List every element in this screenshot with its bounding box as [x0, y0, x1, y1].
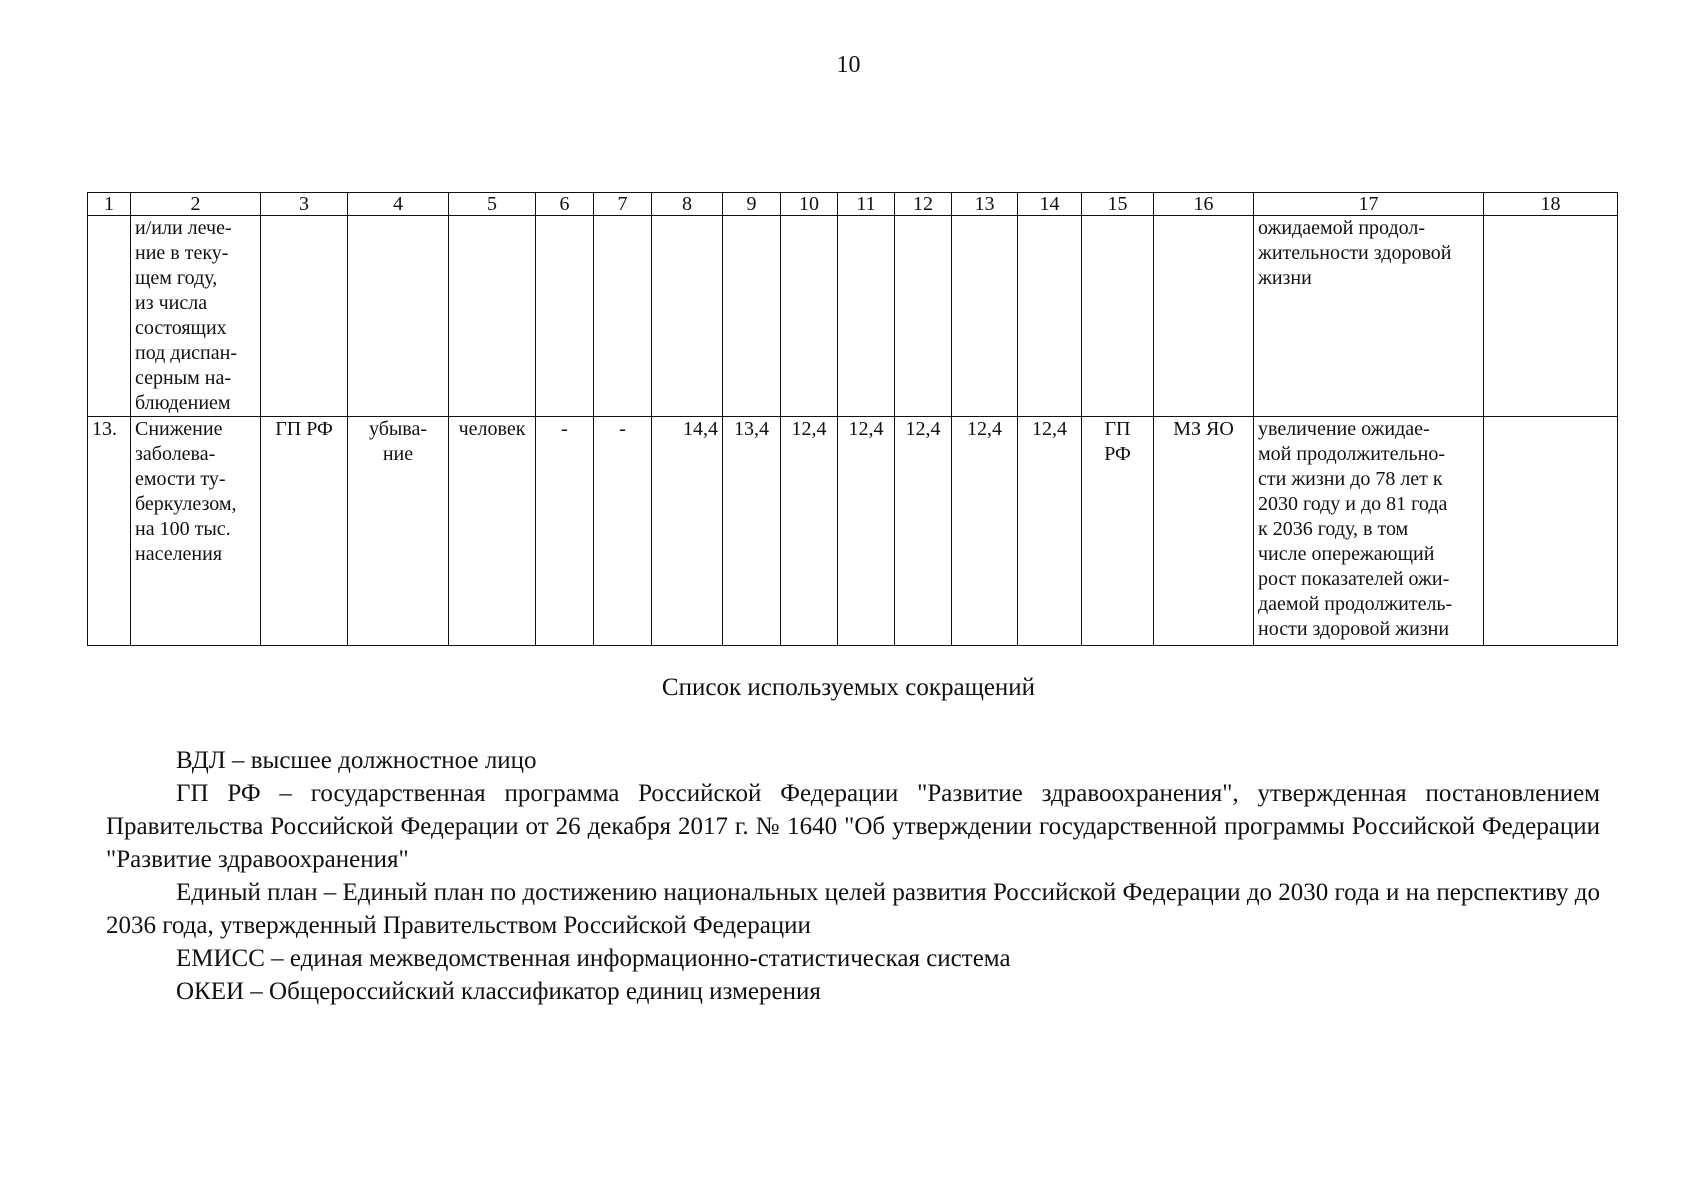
table-cell-value: -: [536, 417, 594, 646]
abbreviation-item: ОКЕИ – Общероссийский классификатор единиц измерения: [176, 978, 821, 1005]
table-cell-value: [838, 216, 895, 417]
table-cell-document: [1082, 216, 1154, 417]
column-header: 8: [652, 193, 723, 216]
abbreviations-title: Список используемых сокращений: [661, 674, 1036, 701]
column-header: 13: [952, 193, 1018, 216]
column-header: 5: [449, 193, 536, 216]
table-cell-value: [1018, 216, 1082, 417]
table-header-row: [88, 193, 1618, 216]
table-cell-value: -: [594, 417, 652, 646]
column-header: 3: [261, 193, 348, 216]
table-cell-value: 12,4: [838, 417, 895, 646]
column-header: 4: [348, 193, 449, 216]
table-cell-extra: [1484, 216, 1618, 417]
table-cell-extra: [1484, 417, 1618, 646]
column-header: 17: [1254, 193, 1484, 216]
column-header: 14: [1018, 193, 1082, 216]
table-cell-source: [261, 216, 348, 417]
column-header: 2: [131, 193, 261, 216]
abbreviation-item: ВДЛ – высшее должностное лицо: [176, 747, 537, 774]
table-cell-value: [594, 216, 652, 417]
table-cell-document: ГП РФ: [1082, 417, 1154, 646]
table-cell-source: ГП РФ: [261, 417, 348, 646]
table-cell-unit: [449, 216, 536, 417]
table-cell-number: 13.: [88, 417, 131, 646]
table-cell-goal-link: увеличение ожидае- мой продолжительно- сти жизни до 78 лет к 2030 году и до 81 года к 2036 году, в том числе опережающий рост показателей ожи- даемой продолжитель- ности здоровой жизни: [1254, 417, 1484, 646]
abbreviation-item: ЕМИСС – единая межведомственная информационно-статистическая система: [176, 945, 1011, 972]
table-cell-unit: человек: [449, 417, 536, 646]
table-cell-value: 12,4: [952, 417, 1018, 646]
table-cell-goal-link: ожидаемой продол- жительности здоровой жизни: [1254, 216, 1484, 417]
column-header: 11: [838, 193, 895, 216]
table-cell-indicator: и/или лече- ние в теку- щем году, из числа состоящих под диспан- серным на- блюдением: [131, 216, 261, 417]
column-header: 9: [723, 193, 781, 216]
table-cell-trend: убыва- ние: [348, 417, 449, 646]
column-header: 6: [536, 193, 594, 216]
table-cell-value: [895, 216, 952, 417]
column-header: 18: [1484, 193, 1618, 216]
table-cell-value: [723, 216, 781, 417]
table-cell-value: 12,4: [895, 417, 952, 646]
table-cell-value: [952, 216, 1018, 417]
table-cell-responsible: МЗ ЯО: [1154, 417, 1254, 646]
column-header: 12: [895, 193, 952, 216]
table-cell-value: [781, 216, 838, 417]
table-row: [88, 417, 1618, 646]
table-cell-number: [88, 216, 131, 417]
page-number: 10: [836, 52, 861, 78]
table-cell-value: 14,4: [652, 417, 723, 646]
table-cell-responsible: [1154, 216, 1254, 417]
table-cell-value: [536, 216, 594, 417]
indicators-table: [87, 192, 1618, 646]
table-cell-value: 12,4: [1018, 417, 1082, 646]
table-cell-indicator: Снижение заболева- емости ту- беркулезом, на 100 тыс. населения: [131, 417, 261, 646]
abbreviation-item: Единый план – Единый план по достижению национальных целей развития Российской Федерации до 2030 года и на перспективу до 2036 года, утвержденный Правительством Российской Федерации: [106, 879, 1600, 939]
abbreviation-item: ГП РФ – государственная программа Российской Федерации "Развитие здравоохранения", утвержденная постановлением Правительства Российской Федерации от 26 декабря 2017 г. № 1640 "Об утверждении государственной программы Российской Федерации "Развитие здравоохранения": [106, 780, 1600, 873]
table-cell-value: 12,4: [781, 417, 838, 646]
column-header: 15: [1082, 193, 1154, 216]
column-header: 7: [594, 193, 652, 216]
table-cell-value: 13,4: [723, 417, 781, 646]
table-cell-value: [652, 216, 723, 417]
column-header: 16: [1154, 193, 1254, 216]
column-header: 10: [781, 193, 838, 216]
table-row: [88, 216, 1618, 417]
table-cell-trend: [348, 216, 449, 417]
column-header: 1: [88, 193, 131, 216]
